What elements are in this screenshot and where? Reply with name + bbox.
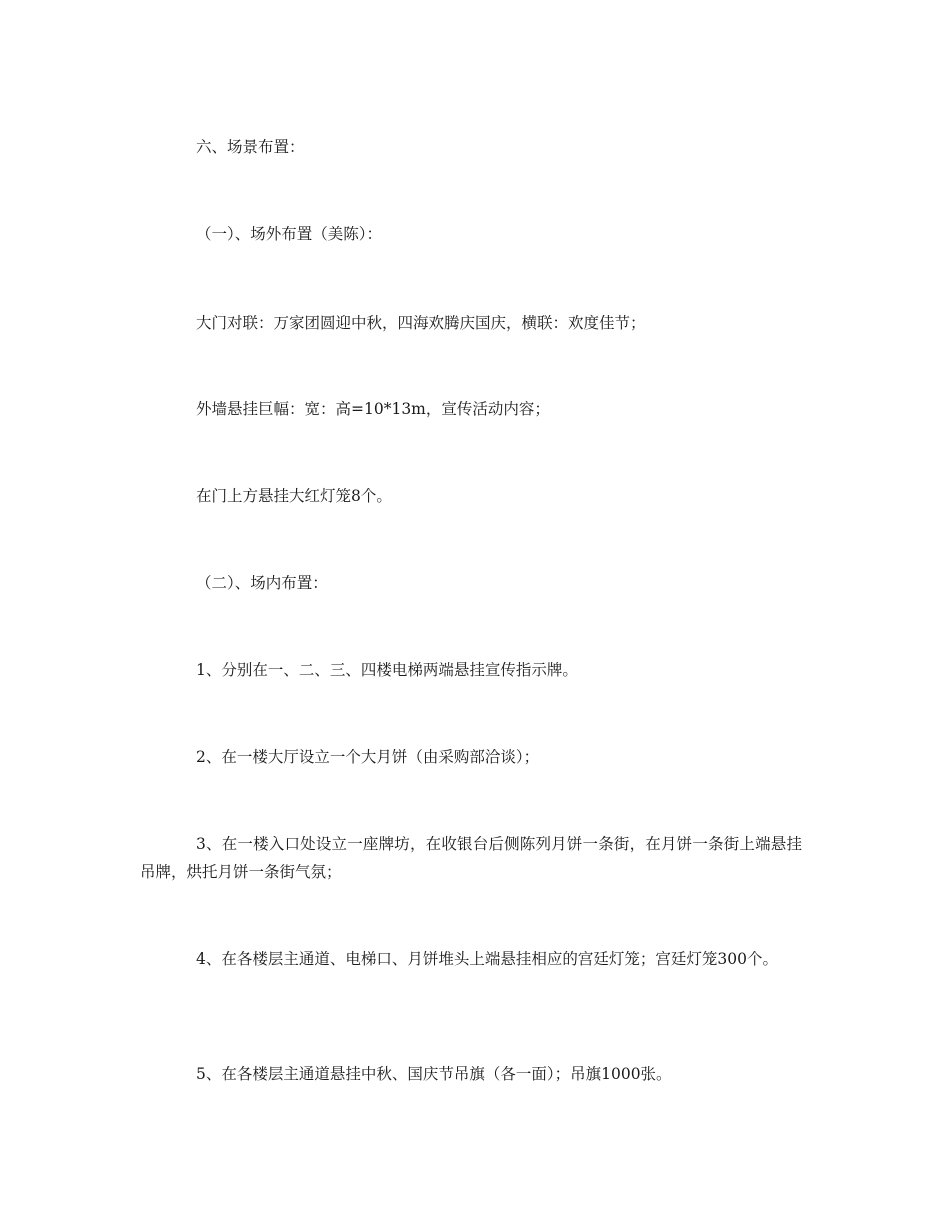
list-item-2: 2、在一楼大厅设立一个大月饼（由采购部洽谈）； bbox=[196, 748, 540, 766]
list-item-5: 5、在各楼层主通道悬挂中秋、国庆节吊旗（各一面）；吊旗1000张。 bbox=[196, 1065, 672, 1083]
list-item-1: 1、分别在一、二、三、四楼电梯两端悬挂宣传指示牌。 bbox=[196, 661, 578, 679]
paragraph-wall-banner: 外墙悬挂巨幅：宽：高=10*13m，宣传活动内容； bbox=[196, 400, 550, 418]
subsection-heading-outdoor: （一）、场外布置（美陈）： bbox=[196, 225, 383, 243]
list-item-3: 3、在一楼入口处设立一座牌坊，在收银台后侧陈列月饼一条街，在月饼一条街上端悬挂吊牌，烘托月饼一条街气氛； bbox=[140, 835, 802, 881]
section-heading-scene-layout: 六、场景布置： bbox=[196, 138, 305, 156]
paragraph-gate-couplet: 大门对联：万家团圆迎中秋，四海欢腾庆国庆，横联：欢度佳节； bbox=[196, 314, 646, 332]
list-item-4: 4、在各楼层主通道、电梯口、月饼堆头上端悬挂相应的宫廷灯笼；宫廷灯笼300个。 bbox=[196, 950, 778, 968]
subsection-heading-indoor: （二）、场内布置： bbox=[196, 574, 328, 592]
paragraph-lanterns: 在门上方悬挂大红灯笼8个。 bbox=[196, 487, 392, 505]
